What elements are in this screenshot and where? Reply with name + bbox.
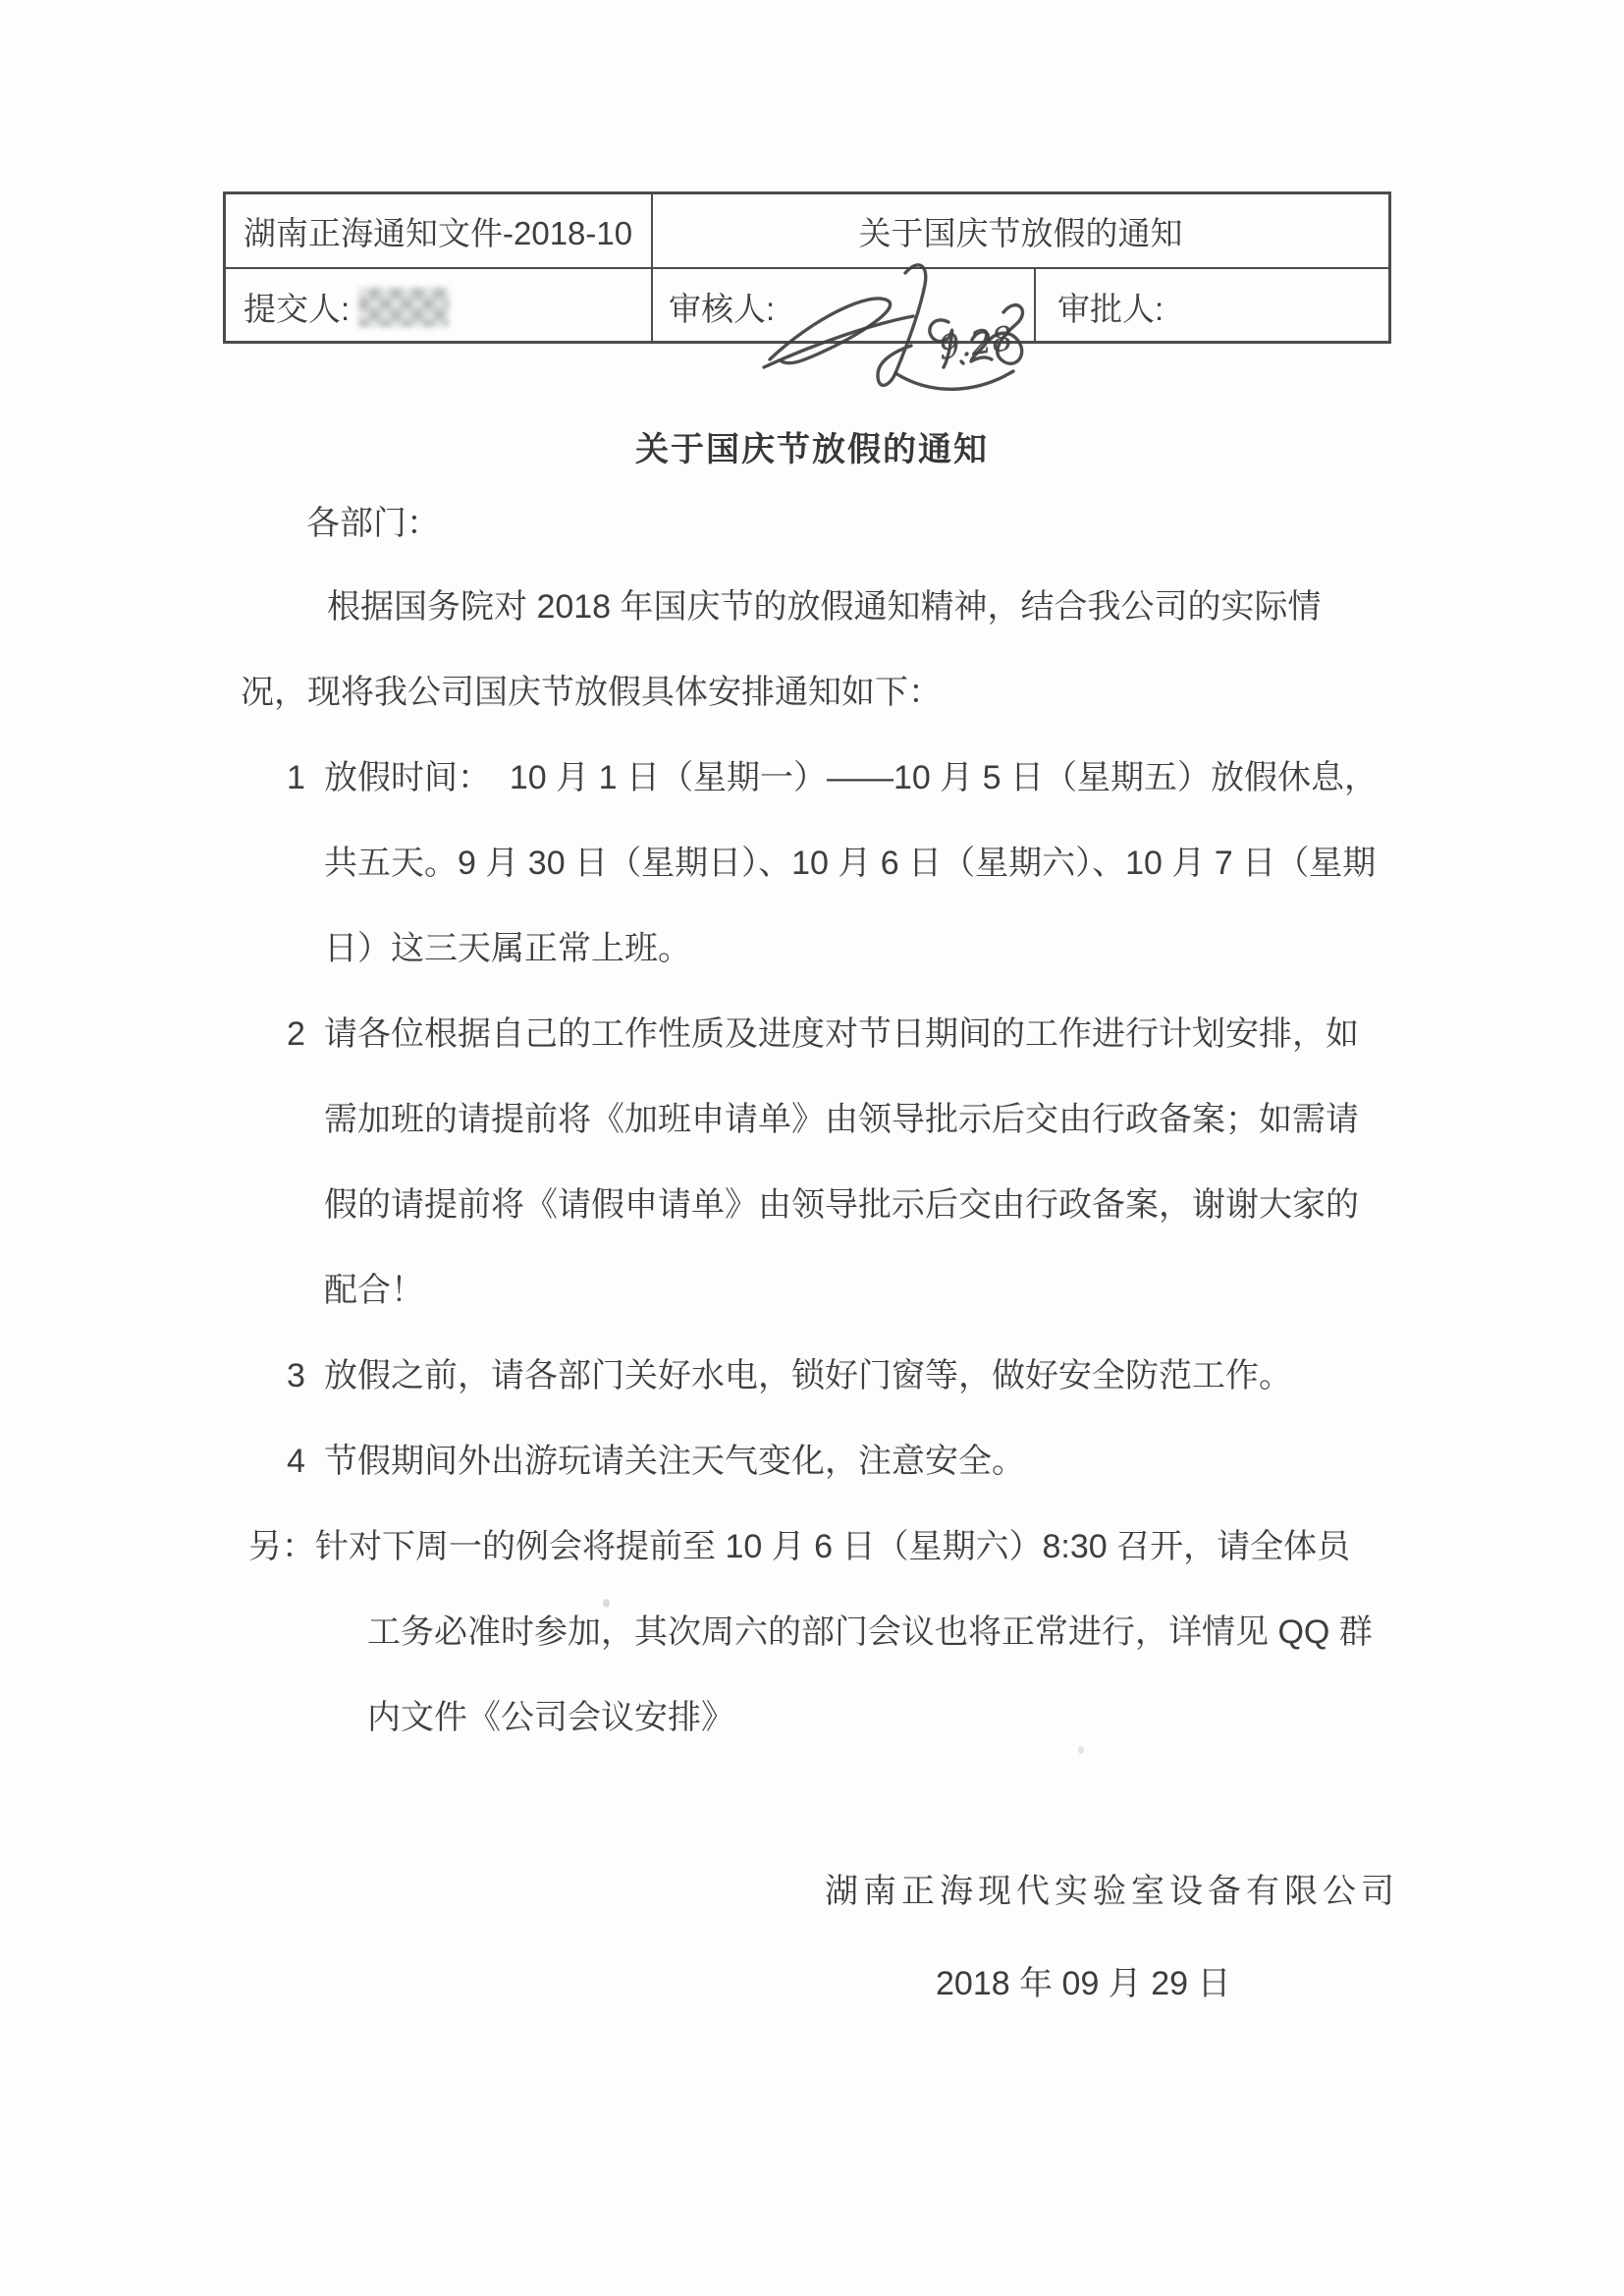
doc-number: 湖南正海通知文件-2018-10 — [244, 214, 633, 251]
body-line: 日）这三天属正常上班。 — [324, 930, 691, 967]
signature-date-scribble: 9.28 — [936, 318, 1016, 368]
doc-title-cell — [653, 194, 1388, 267]
doc-number-cell — [226, 194, 653, 267]
approver-cell — [1036, 269, 1388, 344]
list-item — [287, 1441, 1025, 1482]
body-line: 根据国务院对 2018 年国庆节的放假通知精神，结合我公司的实际情 — [327, 588, 1322, 626]
item-number: 2 — [287, 1015, 305, 1053]
body-line: 需加班的请提前将《加班申请单》由领导批示后交由行政备案；如需请 — [324, 1101, 1359, 1138]
body-line: 假的请提前将《请假申请单》由领导批示后交由行政备案，谢谢大家的 — [324, 1186, 1359, 1224]
item-text: 请各位根据自己的工作性质及进度对节日期间的工作进行计划安排，如 — [324, 1015, 1359, 1053]
item-number: 3 — [287, 1357, 305, 1394]
reviewer-label: 审核人: — [669, 290, 776, 327]
approver-label: 审批人: — [1057, 290, 1164, 327]
footer-company-name: 湖南正海现代实验室设备有限公司 — [825, 1873, 1399, 1910]
body-line: 共五天。9 月 30 日（星期日）、10 月 6 日（星期六）、10 月 7 日（星期 — [324, 845, 1377, 882]
scan-artifact — [603, 1599, 610, 1608]
submitter-label: 提交人: — [244, 290, 351, 327]
salutation: 各部门： — [306, 505, 440, 542]
body-line: 况，现将我公司国庆节放假具体安排通知如下： — [241, 674, 942, 711]
item-number: 1 — [287, 759, 305, 796]
doc-title: 关于国庆节放假的通知 — [858, 214, 1183, 251]
list-item — [287, 1355, 1292, 1396]
document-title: 关于国庆节放假的通知 — [635, 431, 989, 468]
item-text: 放假之前，请各部门关好水电，锁好门窗等，做好安全防范工作。 — [324, 1357, 1292, 1394]
body-line: 内文件《公司会议安排》 — [367, 1699, 734, 1736]
body-line: 另：针对下周一的例会将提前至 10 月 6 日（星期六）8:30 召开，请全体员 — [248, 1528, 1351, 1565]
list-item — [287, 1013, 1359, 1055]
list-item — [287, 757, 1378, 798]
body-line: 工务必准时参加，其次周六的部门会议也将正常进行，详情见 QQ 群 — [367, 1613, 1373, 1651]
handwritten-signature — [756, 257, 1051, 405]
scan-artifact — [1078, 1746, 1084, 1754]
footer-date: 2018 年 09 月 29 日 — [936, 1965, 1231, 2002]
item-number: 4 — [287, 1443, 305, 1480]
redacted-name-blur — [358, 288, 449, 327]
item-text: 放假时间： 10 月 1 日（星期一）——10 月 5 日（星期五）放假休息， — [324, 759, 1379, 796]
body-line: 配合！ — [324, 1272, 424, 1309]
item-text: 节假期间外出游玩请关注天气变化，注意安全。 — [324, 1443, 1025, 1480]
